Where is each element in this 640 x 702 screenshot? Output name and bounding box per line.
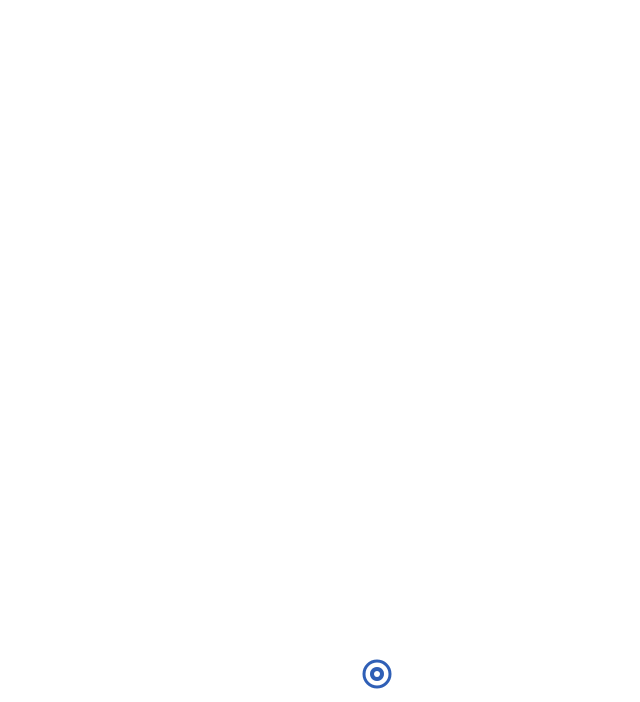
- watermark: [362, 654, 634, 694]
- watermark-logo-icon: [362, 659, 392, 689]
